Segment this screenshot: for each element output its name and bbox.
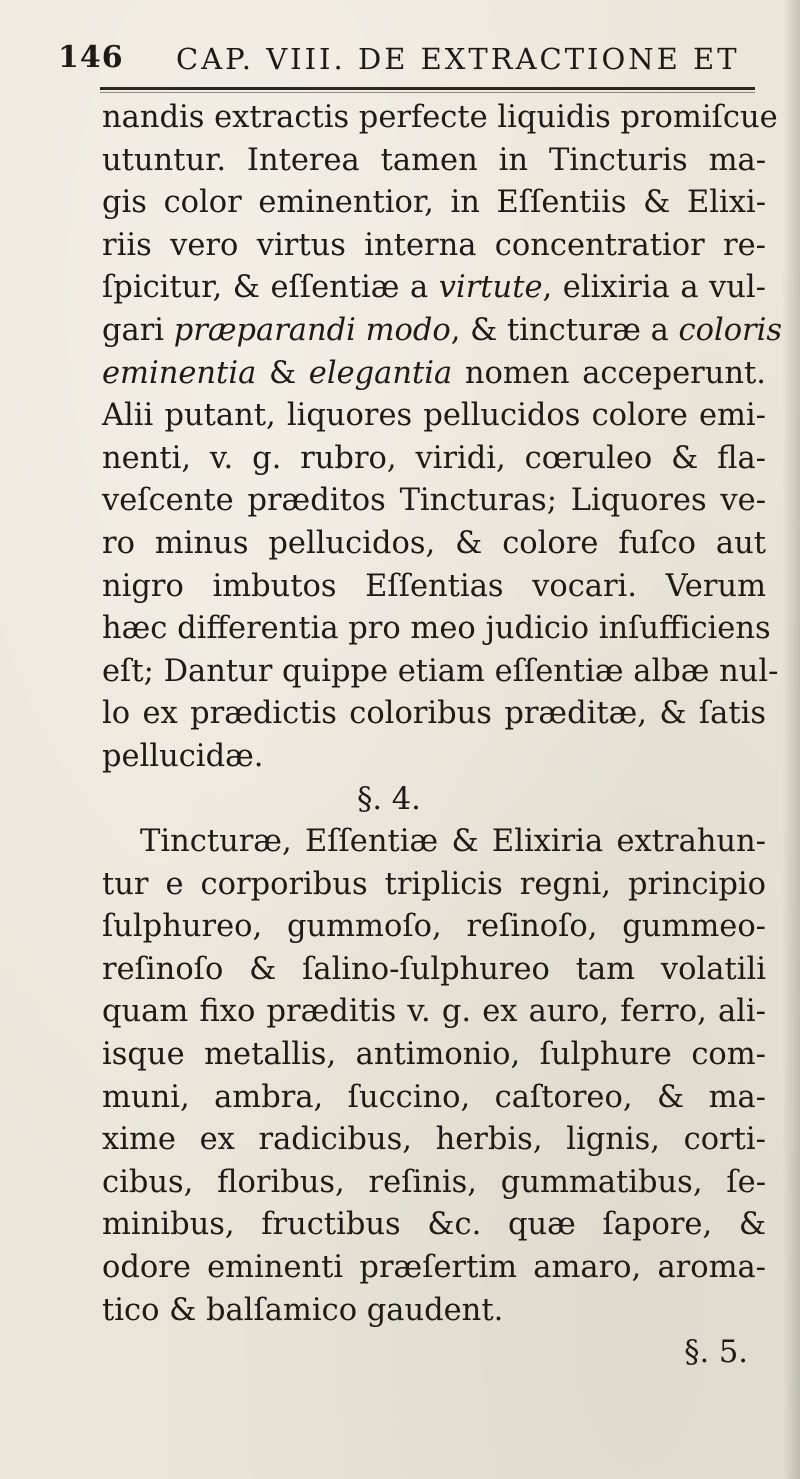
text-line: tico & balſamico gaudent. xyxy=(102,1292,504,1328)
text-line: veſcente præditos Tincturas; Liquores ve- xyxy=(102,483,766,519)
page-header xyxy=(58,40,758,80)
text-line: reſinoſo & ſalino-ſulphureo tam volatili xyxy=(102,951,766,987)
text-line: nandis extractis perfecte liquidis promiſcue xyxy=(102,100,778,135)
text-line: riis vero virtus interna concentratior re- xyxy=(102,227,766,263)
text-line: nigro imbutos Eſſentias vocari. Verum xyxy=(102,568,766,604)
header-rule xyxy=(100,87,755,90)
text-line: ſpicitur, & eſſentiæ a virtute, elixiria a vul- xyxy=(102,270,766,306)
text-line: odore eminenti præſertim amaro, aroma- xyxy=(102,1250,766,1286)
text-line: cibus, floribus, reſinis, gummatibus, ſe- xyxy=(102,1164,766,1200)
text-line: tur e corporibus triplicis regni, principio xyxy=(102,866,766,902)
text-line: isque metallis, antimonio, ſulphure com- xyxy=(102,1037,766,1073)
text-line: Tincturæ, Eſſentiæ & Elixiria extrahun- xyxy=(140,824,766,860)
text-line: nenti, v. g. rubro, viridi, cœruleo & fla- xyxy=(102,440,766,476)
body-text xyxy=(102,97,783,1375)
text-line: ſulphureo, gummoſo, reſinoſo, gummeo- xyxy=(102,909,766,945)
text-line: eſt; Dantur quippe etiam eſſentiæ albæ nul- xyxy=(102,653,779,689)
text-line: lo ex prædictis coloribus præditæ, & ſatis xyxy=(102,696,766,732)
text-line: Alii putant, liquores pellucidos colore emi- xyxy=(102,398,766,434)
page-edge-shadow xyxy=(782,0,800,1479)
section-number: §. 4. xyxy=(357,781,421,817)
text-line: muni, ambra, ſuccino, caſtoreo, & ma- xyxy=(102,1079,766,1115)
text-line: quam fixo præditis v. g. ex auro, ferro, ali- xyxy=(102,994,766,1030)
text-line: ro minus pellucidos, & colore fuſco aut xyxy=(102,525,766,561)
text-line: hæc differentia pro meo judicio inſufficiens xyxy=(102,611,771,647)
text-line: minibus, fructibus &c. quæ ſapore, & xyxy=(102,1207,766,1243)
text-line: gis color eminentior, in Eſſentiis & Elixi- xyxy=(102,185,766,221)
text-line: gari præparandi modo, & tincturæ a coloris xyxy=(102,312,783,348)
text-line: xime ex radicibus, herbis, lignis, corti- xyxy=(102,1122,766,1158)
running-head: CAP. VIII. DE EXTRACTIONE ET xyxy=(176,42,740,76)
header-rule-thin xyxy=(100,92,755,93)
catchword: §. 5. xyxy=(684,1335,748,1371)
page-number: 146 xyxy=(58,40,124,75)
text-line: pellucidæ. xyxy=(102,738,264,774)
text-line: eminentia & elegantia nomen acceperunt. xyxy=(102,355,766,391)
text-line: utuntur. Interea tamen in Tincturis ma- xyxy=(102,142,766,178)
